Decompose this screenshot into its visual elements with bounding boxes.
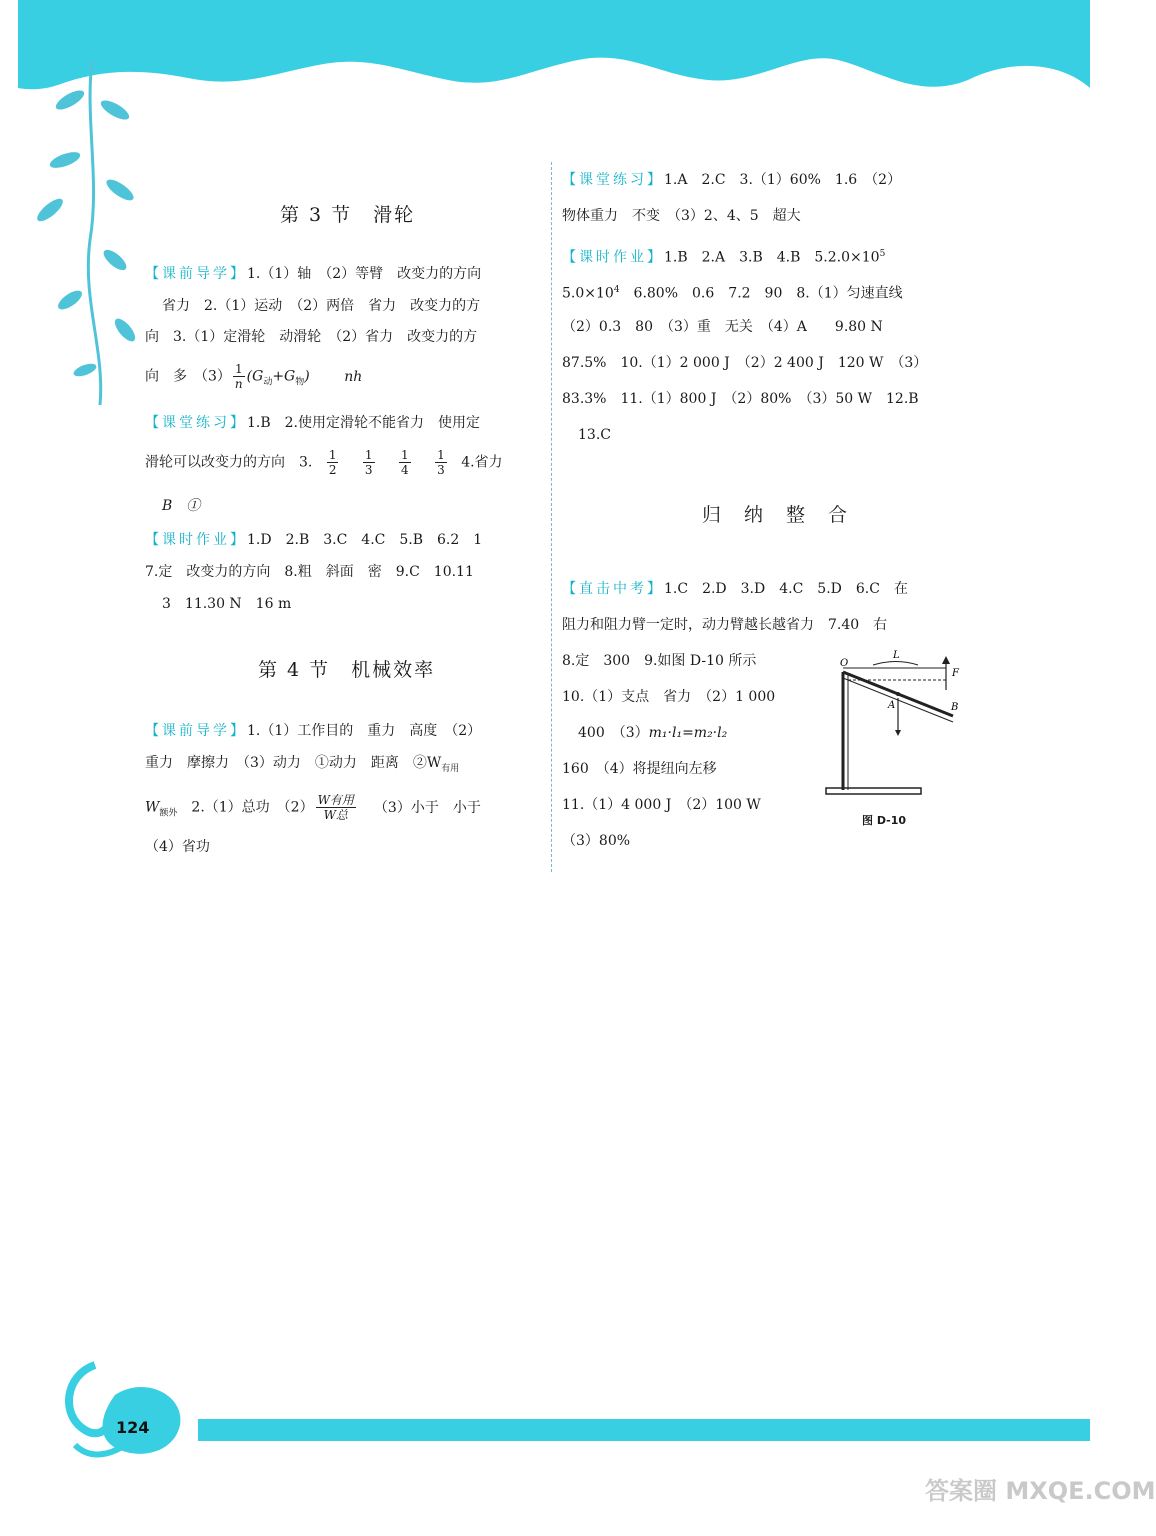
answer-line: 【直击中考】1.C 2.D 3.D 4.C 5.D 6.C 在 [562, 581, 908, 597]
answer-line: 7.定 改变力的方向 8.粗 斜面 密 9.C 10.11 [145, 564, 474, 580]
column-divider [551, 162, 552, 872]
fraction: $\frac{\text{W有用}}{\text{W总}}$ [317, 793, 354, 822]
answer-line: 向 3.（1）定滑轮 动滑轮 （2）省力 改变力的方 [145, 329, 478, 345]
answer-line: $W_{额外}$ 2.（1）总功 （2） $\frac{\text{W有用}}{\text{W总}}$ （3）小于 小于 [145, 793, 481, 822]
answer-line: 阻力和阻力臂一定时，动力臂越长越省力 7.40 右 [562, 617, 888, 633]
tag-label: 【课堂练习】 [145, 415, 247, 431]
answer-line: 87.5% 10.（1）2 000 J （2）2 400 J 120 W （3） [562, 355, 928, 371]
label-f: F [952, 668, 959, 679]
label-o: O [840, 658, 849, 669]
section-3-title: 第 3 节 滑轮 [280, 204, 416, 226]
answer-line: （2）0.3 80 （3）重 无关 （4）A 9.80 N [562, 319, 883, 335]
page-number: 124 [116, 1418, 150, 1437]
answer-line: 160 （4）将提纽向左移 [562, 761, 717, 777]
tag-label: 【课前导学】 [145, 266, 247, 282]
answer-line: （3）80% [562, 833, 631, 849]
answer-line: 物体重力 不变 （3）2、4、5 超大 [562, 208, 801, 224]
answer-line: 83.3% 11.（1）800 J （2）80% （3）50 W 12.B [562, 391, 919, 407]
answer-line: 省力 2.（1）运动 （2）两倍 省力 改变力的方 [162, 298, 481, 314]
label-l: L [893, 650, 900, 661]
tag-label: 【直击中考】 [562, 581, 664, 597]
answer-line: 【课前导学】1.（1）轴 （2）等臂 改变力的方向 [145, 266, 482, 282]
section-4-title: 第 4 节 机械效率 [258, 659, 436, 681]
fraction: $\frac{1}{2}$ [328, 448, 337, 477]
lever-figure [818, 650, 968, 800]
answer-line: 13.C [578, 427, 611, 443]
answer-line: 滑轮可以改变力的方向 3. $\frac{1}{2}$ $\frac{1}{3}$ $\frac{1}{4}$ $\frac{1}{3}$ 4.省力 [145, 448, 503, 477]
answer-line: 【课前导学】1.（1）工作目的 重力 高度 （2） [145, 723, 482, 739]
answer-line: 重力 摩擦力 （3）动力 ①动力 距离 $②W_{有用}$ [145, 755, 460, 774]
tag-label: 【课前导学】 [145, 723, 247, 739]
summary-title: 归 纳 整 合 [702, 504, 850, 526]
answer-line: 3 11.30 N 16 m [162, 596, 292, 612]
footer-bar [198, 1419, 1090, 1441]
header-wave-banner [18, 0, 1090, 92]
answer-line: 【课堂练习】1.A 2.C 3.（1）60% 1.6 （2） [562, 172, 902, 188]
answer-line: 【课时作业】1.D 2.B 3.C 4.C 5.B 6.2 1 [145, 532, 483, 548]
tag-label: 【课时作业】 [145, 532, 247, 548]
answer-line: 400 （3）m₁·l₁=m₂·l₂ [578, 725, 728, 741]
watermark: 答案圈 MXQE.COM [925, 1477, 1156, 1505]
answer-line: 11.（1）4 000 J （2）100 W [562, 797, 761, 813]
footer-swirl-decoration [55, 1355, 205, 1465]
answer-line: 向 多 （3） $\frac{1}{n}$ $(G_动+G_物)$ nh [145, 362, 363, 391]
fraction: $\frac{1}{3}$ [437, 448, 445, 477]
answer-line: 【课时作业】1.B 2.A 3.B 4.B $5.2.0\times 10^5$ [562, 249, 886, 266]
answer-line: 8.定 300 9.如图 D-10 所示 [562, 653, 757, 669]
tag-label: 【课时作业】 [562, 249, 664, 266]
tag-label: 【课堂练习】 [562, 172, 664, 188]
figure-caption: 图 D-10 [862, 814, 907, 827]
vine-decoration [30, 60, 140, 410]
answer-line: $5.0\times 10^4$ 6.80% 0.6 7.2 90 8.（1）匀速直线 [562, 285, 903, 302]
fraction: $\frac{1}{4}$ [401, 448, 409, 477]
answer-line: B ① [162, 498, 201, 514]
answer-line: 10.（1）支点 省力 （2）1 000 [562, 689, 776, 705]
answer-line: 【课堂练习】1.B 2.使用定滑轮不能省力 使用定 [145, 415, 481, 431]
label-b: B [951, 702, 959, 713]
answer-line: （4）省功 [145, 839, 210, 855]
fraction: $\frac{1}{n}$ [234, 362, 243, 391]
label-a: A [888, 700, 896, 711]
fraction: $\frac{1}{3}$ [364, 448, 373, 477]
